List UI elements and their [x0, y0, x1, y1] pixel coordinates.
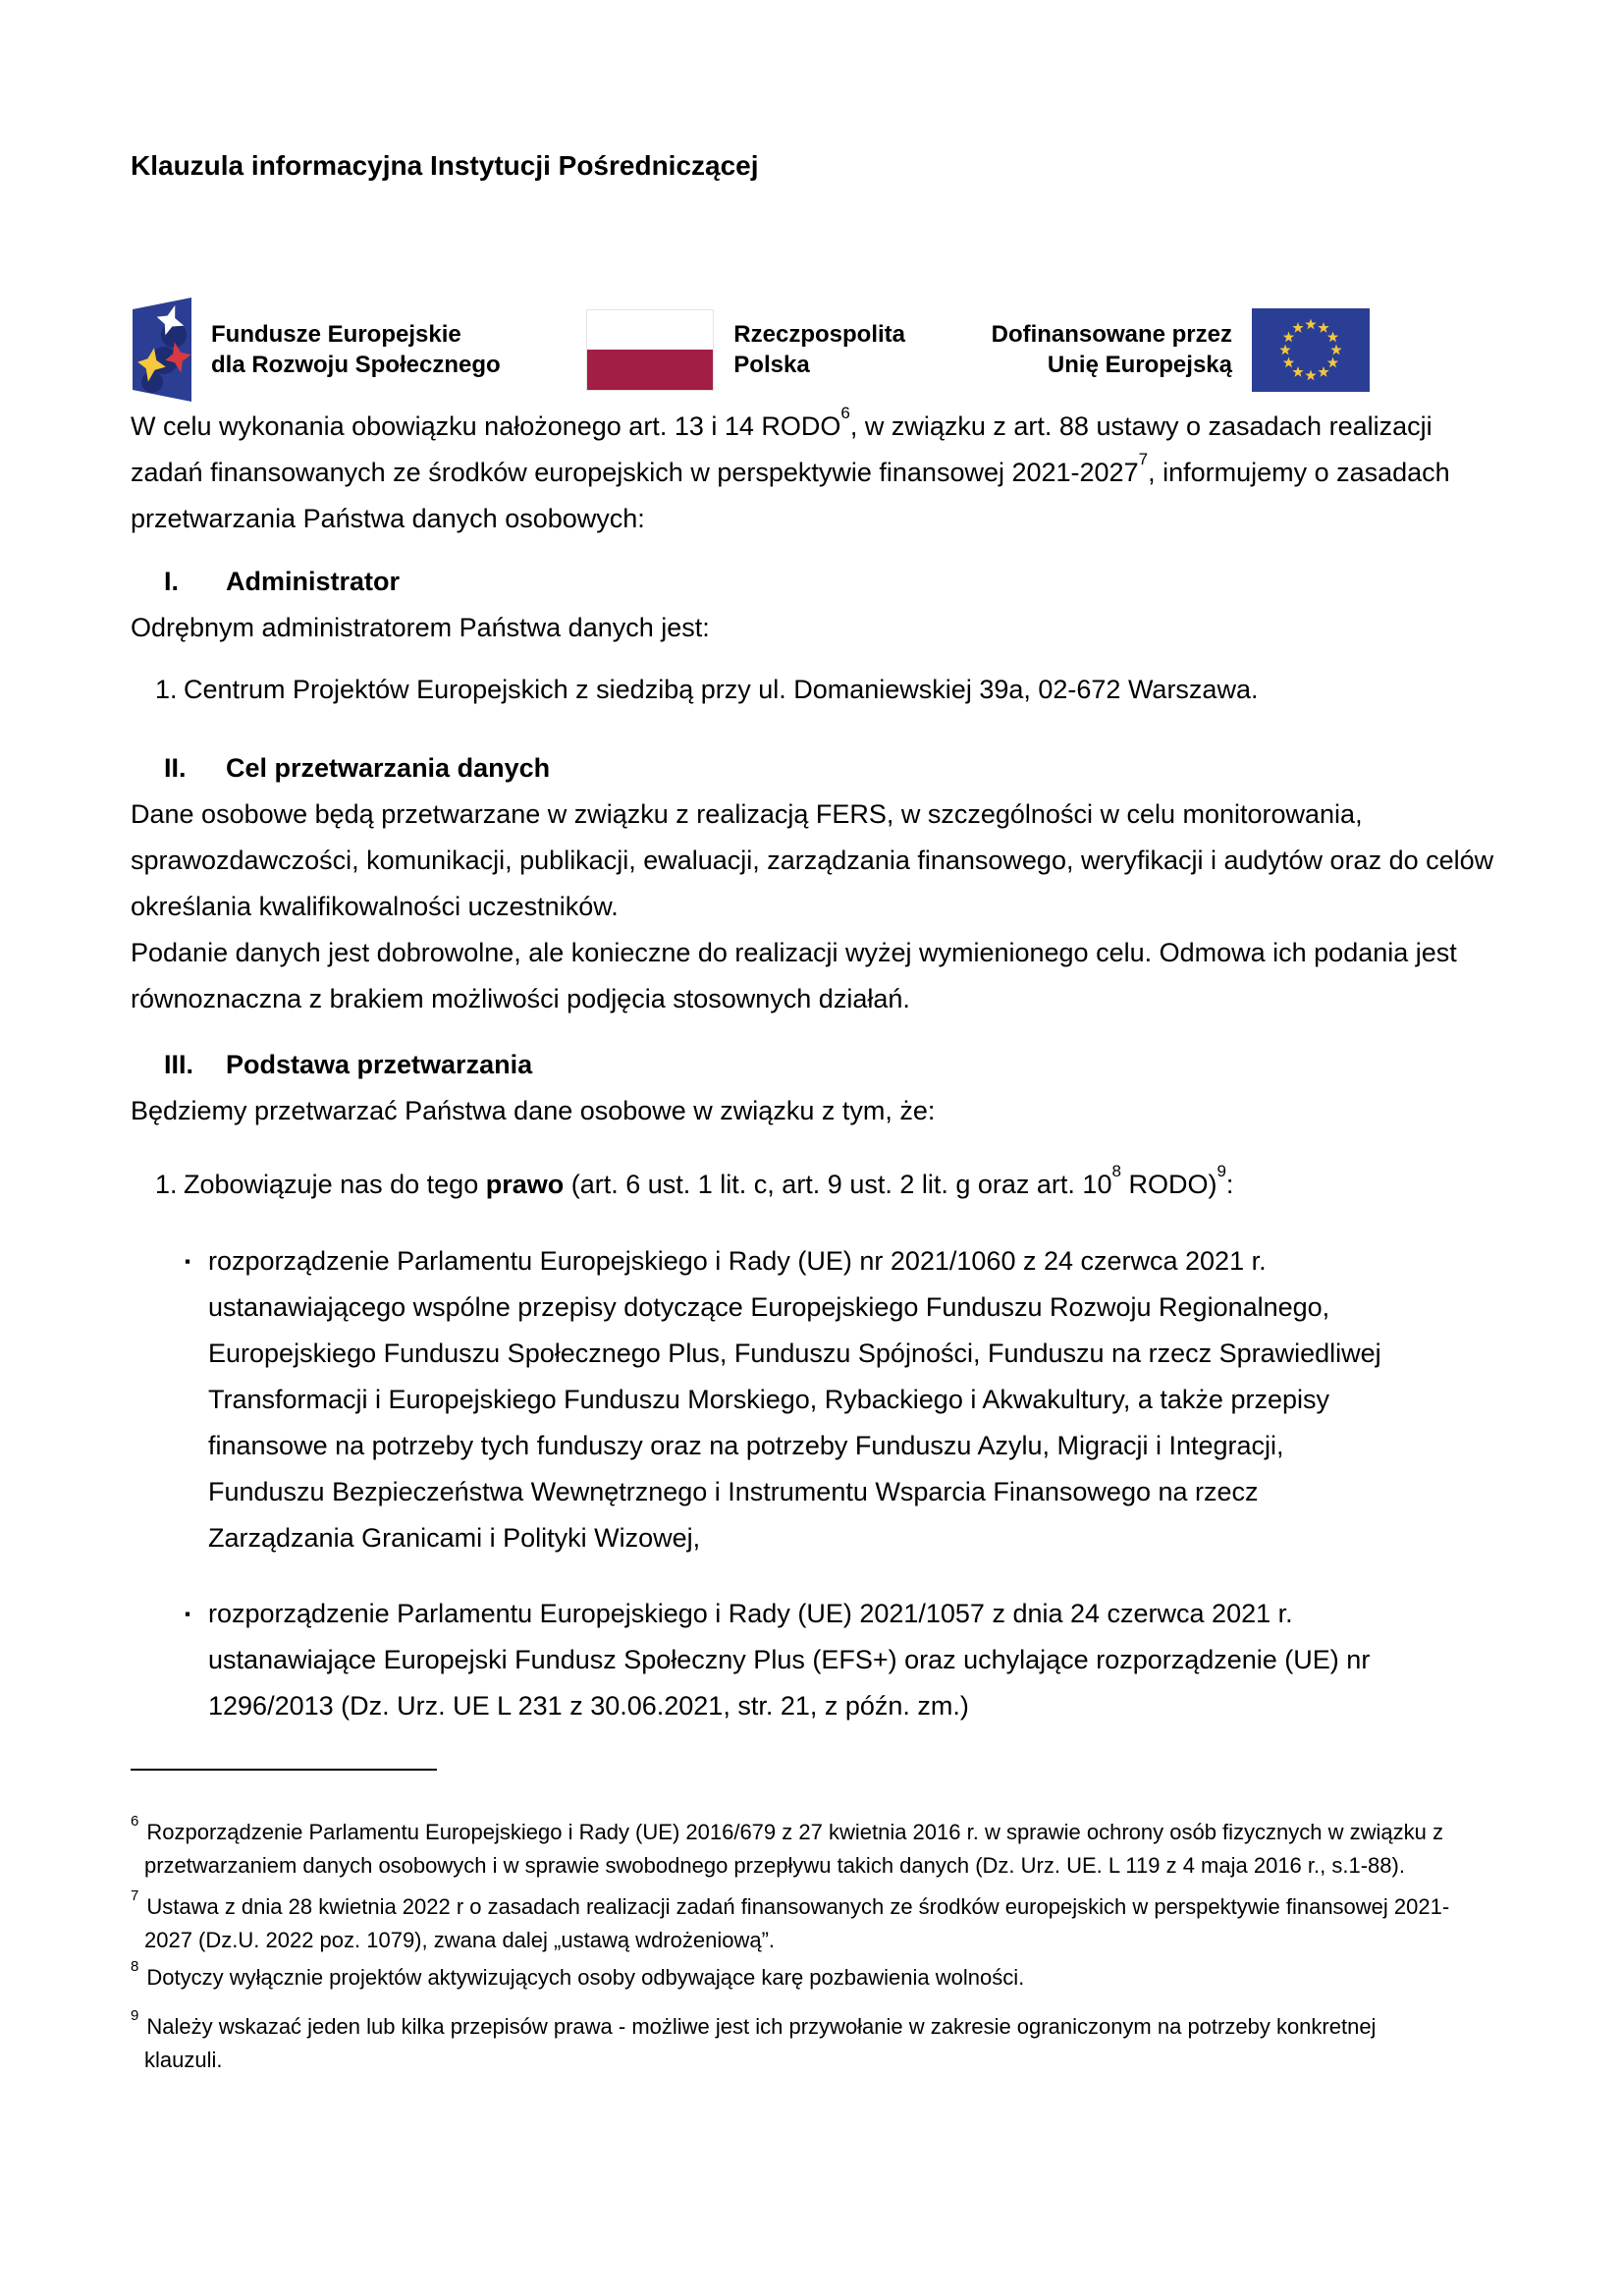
fundusze-caption-line1: Fundusze Europejskie [211, 321, 461, 348]
section-number: III. [164, 1050, 194, 1079]
fundusze-caption-line2: dla Rozwoju Społecznego [211, 352, 501, 378]
footnote [131, 2006, 1451, 2077]
item-text-run: Zobowiązuje nas do tego [184, 1170, 486, 1199]
cel-paragraph-2: Podanie danych jest dobrowolne, ale konieczne do realizacji wyżej wymienionego celu. Odmowa ich podania jest równoznaczna z brakiem możliwości podjęcia stosownych działań. [131, 938, 1457, 1013]
section-heading-administrator [131, 559, 1494, 605]
logo-banner [131, 296, 1370, 404]
fundusze-europejskie-caption [211, 319, 501, 380]
bullet-square-icon: ▪ [185, 1252, 191, 1271]
section-number: II. [164, 753, 187, 783]
list-marker: 1. [155, 675, 178, 704]
section-heading-podstawa-przetwarzania [131, 1042, 1494, 1088]
footnote [131, 1886, 1451, 1957]
footnote-ref-6: 6 [840, 403, 850, 422]
poland-flag-icon [586, 309, 714, 391]
footnote-ref-7: 7 [1138, 449, 1149, 468]
intro-text: , w związku z art. 88 ustawy o zasadach realizacji zadań finansowanych ze środków europejskich w perspektywie finansowej 2021-2027 [131, 411, 1433, 487]
bullet-text: rozporządzenie Parlamentu Europejskiego i Rady (UE) 2021/1057 z dnia 24 czerwca 2021 r. ustanawiające Europejski Fundusz Społeczny Plus (EFS+) oraz uchylające rozporządzenie (UE) nr 1296/2013 (Dz. Urz. UE L 231 z 30.06.2021, str. 21, z późn. zm.) [208, 1599, 1371, 1721]
footnote-text: Ustawa z dnia 28 kwietnia 2022 r o zasadach realizacji zadań finansowanych ze środków europejskich w perspektywie finansowej 2021-2027 (Dz.U. 2022 poz. 1079), zwana dalej „ustawą wdrożeniową”. [144, 1894, 1450, 1952]
section-title: Administrator [226, 567, 401, 596]
footnote-number: 9 [131, 2006, 139, 2024]
footnote-ref-9: 9 [1216, 1161, 1226, 1180]
logo-rzeczpospolita-polska [586, 309, 905, 391]
list-item-text: Centrum Projektów Europejskich z siedzibą przy ul. Domaniewskiej 39a, 02-672 Warszawa. [184, 675, 1259, 704]
intro-paragraph [131, 404, 1494, 542]
regulation-bullet-2 [131, 1591, 1494, 1729]
footnote-separator [131, 1769, 437, 1771]
administrator-list-item [131, 667, 1494, 713]
polska-caption-line1: Rzeczpospolita [733, 321, 905, 348]
footnote-ref-8: 8 [1111, 1161, 1121, 1180]
item-text-run: (art. 6 ust. 1 lit. c, art. 9 ust. 2 lit. g oraz art. 10 [564, 1170, 1112, 1199]
administrator-lead: Odrębnym administratorem Państwa danych jest: [131, 613, 710, 642]
footnote-number: 7 [131, 1886, 139, 1904]
section-title: Podstawa przetwarzania [226, 1050, 533, 1079]
polska-caption-line2: Polska [733, 352, 810, 378]
bullet-text: rozporządzenie Parlamentu Europejskiego i Rady (UE) nr 2021/1060 z 24 czerwca 2021 r. ustanawiającego wspólne przepisy dotyczące Europejskiego Funduszu Rozwoju Regionalnego, Europejskiego Funduszu Społecznego Plus, Funduszu Spójności, Funduszu na rzecz Sprawiedliwej Transformacji i Europejskiego Funduszu Morskiego, Rybackiego i Akwakultury, a także przepisy finansowe na potrzeby tych funduszy oraz na potrzeby Funduszu Azylu, Migracji i Integracji, Funduszu Bezpieczeństwa Wewnętrznego i Instrumentu Wsparcia Finansowego na rzecz Zarządzania Granicami i Polityki Wizowej, [208, 1246, 1381, 1553]
eu-caption [992, 319, 1232, 380]
fundusze-europejskie-flag-icon [131, 296, 193, 404]
eu-caption-line2: Unię Europejską [1047, 352, 1232, 378]
list-marker: 1. [155, 1170, 178, 1199]
intro-text: W celu wykonania obowiązku nałożonego art. 13 i 14 RODO [131, 411, 841, 441]
footnote-number: 8 [131, 1957, 139, 1975]
podstawa-lead: Będziemy przetwarzać Państwa dane osobowe w związku z tym, że: [131, 1096, 936, 1125]
polska-caption [733, 319, 905, 380]
footnote-text: Należy wskazać jeden lub kilka przepisów prawa - możliwe jest ich przywołanie w zakresie ograniczonym na potrzeby konkretnej klauzuli. [144, 2014, 1377, 2072]
section-heading-cel-przetwarzania [131, 745, 1494, 792]
footnote-text: Rozporządzenie Parlamentu Europejskiego i Rady (UE) 2016/679 z 27 kwietnia 2016 r. w sprawie ochrony osób fizycznych w związku z przetwarzaniem danych osobowych i w sprawie swobodnego przepływu takich danych (Dz. Urz. UE. L 119 z 4 maja 2016 r., s.1-88). [144, 1820, 1443, 1878]
footnote [131, 1957, 1451, 1995]
item-text-run: RODO) [1120, 1170, 1217, 1199]
item-text-bold: prawo [485, 1170, 565, 1199]
item-text-run: : [1225, 1170, 1234, 1199]
section-title: Cel przetwarzania danych [226, 753, 551, 783]
list-item-text [184, 1162, 1233, 1208]
section-number: I. [164, 567, 180, 596]
footnote-number: 6 [131, 1812, 139, 1830]
eu-caption-line1: Dofinansowane przez [991, 321, 1232, 348]
eu-flag-icon [1252, 308, 1370, 392]
bullet-square-icon: ▪ [185, 1605, 191, 1623]
page-title: Klauzula informacyjna Instytucji Pośredniczącej [131, 150, 759, 181]
cel-paragraph-1: Dane osobowe będą przetwarzane w związku z realizacją FERS, w szczególności w celu monitorowania, sprawozdawczości, komunikacji, publikacji, ewaluacji, zarządzania finansowego, weryfikacji i audytów oraz do celów określania kwalifikowalności uczestników. [131, 799, 1494, 921]
logo-fundusze-europejskie [131, 296, 501, 404]
logo-unia-europejska [992, 308, 1370, 392]
footnote [131, 1812, 1451, 1883]
footnote-text: Dotyczy wyłącznie projektów aktywizujących osoby odbywające karę pozbawienia wolności. [146, 1965, 1025, 1990]
podstawa-list-item [131, 1162, 1494, 1208]
regulation-bullet-1 [131, 1238, 1494, 1561]
footnotes-block [131, 1812, 1451, 2077]
intro-text: , informujemy o zasadach przetwarzania Państwa danych osobowych: [131, 458, 1450, 533]
